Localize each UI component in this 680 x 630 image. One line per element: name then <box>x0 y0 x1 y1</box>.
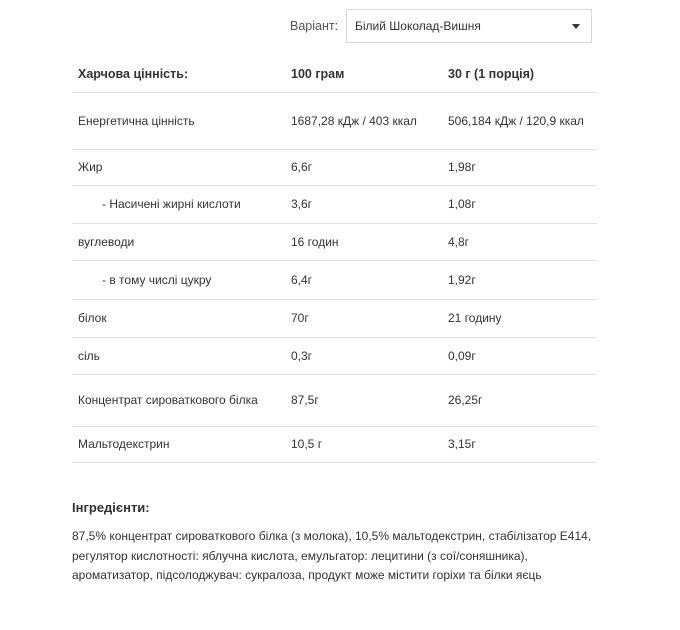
table-row <box>72 93 597 150</box>
header-nutrition-value: Харчова цінність: <box>72 55 285 93</box>
value-per-100g: 0,3г <box>285 338 442 375</box>
value-per-100g: 3,6г <box>285 186 442 224</box>
table-row <box>72 338 597 375</box>
table-row <box>72 300 597 338</box>
nutrient-name: - в тому числі цукру <box>72 261 285 300</box>
nutrition-header-row <box>72 55 597 93</box>
value-per-100g: 70г <box>285 300 442 338</box>
ingredients-title: Інгредієнти: <box>72 500 150 515</box>
value-per-100g: 10,5 г <box>285 427 442 463</box>
value-per-serving: 506,184 кДж / 120,9 ккал <box>442 93 597 150</box>
variant-selector <box>290 9 592 43</box>
nutrient-name: вуглеводи <box>72 224 285 261</box>
variant-label: Варіант: <box>290 19 339 33</box>
value-per-100g: 6,6г <box>285 150 442 186</box>
nutrient-name: - Насичені жирні кислоти <box>72 186 285 224</box>
value-per-serving: 0,09г <box>442 338 597 375</box>
nutrition-body <box>72 93 597 463</box>
variant-selected-value: Білий Шоколад-Вишня <box>355 19 481 33</box>
nutrient-name: Жир <box>72 150 285 186</box>
nutrient-name: Концентрат сироваткового білка <box>72 375 285 427</box>
value-per-100g: 6,4г <box>285 261 442 300</box>
value-per-serving: 3,15г <box>442 427 597 463</box>
value-per-serving: 21 годину <box>442 300 597 338</box>
table-row <box>72 427 597 463</box>
value-per-serving: 1,08г <box>442 186 597 224</box>
value-per-serving: 26,25г <box>442 375 597 427</box>
value-per-100g: 16 годин <box>285 224 442 261</box>
value-per-serving: 1,98г <box>442 150 597 186</box>
nutrient-name: білок <box>72 300 285 338</box>
nutrient-name: Мальтодекстрин <box>72 427 285 463</box>
value-per-serving: 1,92г <box>442 261 597 300</box>
value-per-100g: 1687,28 кДж / 403 ккал <box>285 93 442 150</box>
variant-dropdown[interactable] <box>346 9 592 43</box>
header-per-serving: 30 г (1 порція) <box>442 55 597 93</box>
chevron-down-icon <box>572 24 580 29</box>
table-row <box>72 186 597 224</box>
table-row <box>72 224 597 261</box>
nutrient-name: сіль <box>72 338 285 375</box>
nutrition-table <box>72 55 597 463</box>
header-per-100g: 100 грам <box>285 55 442 93</box>
ingredients-text: 87,5% концентрат сироваткового білка (з молока), 10,5% мальтодекстрин, стабілізатор E414, регулятор кислотності: яблучна кислота, емульгатор: лецитини (з сої/соняшника), ароматизатор, підсолоджувач: сукралоза, продукт може містити горіхи та білки яєць <box>72 529 592 582</box>
table-row <box>72 375 597 427</box>
table-row <box>72 261 597 300</box>
nutrient-name: Енергетична цінність <box>72 93 285 150</box>
value-per-serving: 4,8г <box>442 224 597 261</box>
value-per-100g: 87,5г <box>285 375 442 427</box>
table-row <box>72 150 597 186</box>
